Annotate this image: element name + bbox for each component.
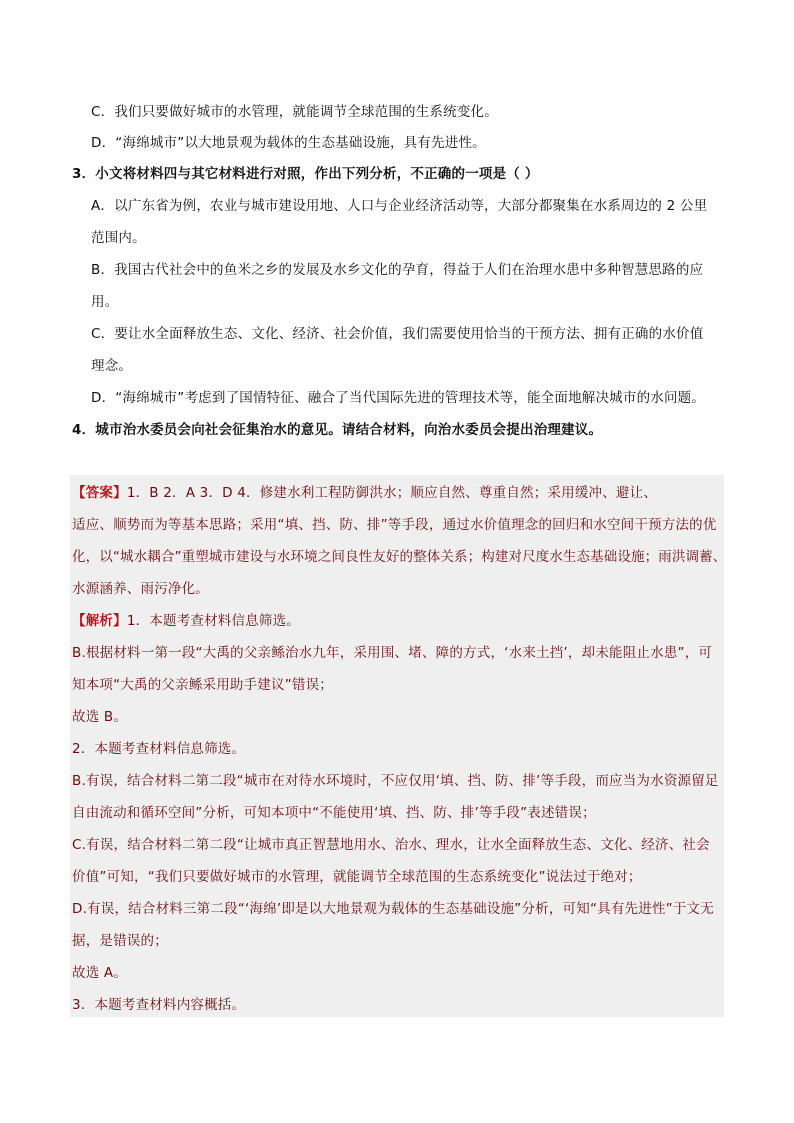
analysis-line-8: C.有误，结合材料二第二段“让城市真正智慧地用水、治水、理水，让水全面释放生态、文化、经济、社会 — [72, 837, 710, 853]
analysis-text: 1．本题考查材料信息筛选。 — [126, 613, 301, 629]
answer-line-4: 水源涵养、雨污净化。 — [72, 581, 209, 597]
q2-option-d: D．“海绵城市”以大地景观为载体的生态基础设施，具有先进性。 — [91, 135, 486, 151]
analysis-line-9: 价值”可知，“我们只要做好城市的水管理，就能调节全球范围的生态系统变化”说法过于绝对； — [72, 869, 642, 885]
q2-option-c: C．我们只要做好城市的水管理，就能调节全球范围的生系统变化。 — [91, 104, 498, 120]
analysis-line-11: 据，是错误的； — [72, 933, 168, 949]
analysis-line-3: 知本项“大禹的父亲鲧采用助手建议”错误； — [72, 677, 333, 693]
q3-stem: 3．小文将材料四与其它材料进行对照，作出下列分析，不正确的一项是（ ） — [72, 166, 539, 182]
analysis-line-12: 故选 A。 — [72, 965, 128, 981]
analysis-line-4: 故选 B。 — [72, 709, 128, 725]
analysis-line-10: D.有误，结合材料三第二段“‘海绵’即是以大地景观为载体的生态基础设施”分析，可知“具有先进性”于文无 — [72, 901, 714, 917]
analysis-line-7: 自由流动和循环空间”分析，可知本项中“不能使用‘填、挡、防、排’等手段”表述错误； — [72, 805, 596, 821]
q3-option-b-cont: 用。 — [91, 294, 119, 310]
q3-option-c-cont: 理念。 — [91, 358, 133, 374]
q4-stem: 4．城市治水委员会向社会征集治水的意见。请结合材料，向治水委员会提出治理建议。 — [72, 422, 603, 438]
analysis-line-6: B.有误，结合材料二第二段“城市在对待水环境时，不应仅用‘填、挡、防、排’等手段，而应当为水资源留足 — [72, 773, 719, 789]
q3-option-a: A．以广东省为例，农业与城市建设用地、人口与企业经济活动等，大部分都聚集在水系周边的 2 公里 — [91, 198, 708, 214]
q3-option-d: D．“海绵城市”考虑到了国情特征、融合了当代国际先进的管理技术等，能全面地解决城市的水问题。 — [91, 390, 706, 406]
q3-option-b: B．我国古代社会中的鱼米之乡的发展及水乡文化的孕育，得益于人们在治理水患中多种智慧思路的应 — [91, 262, 704, 278]
analysis-line-13: 3．本题考查材料内容概括。 — [72, 997, 246, 1013]
analysis-line-5: 2．本题考查材料信息筛选。 — [72, 741, 246, 757]
answer-text: 1．B 2．A 3．D 4．修建水利工程防御洪水；顺应自然、尊重自然；采用缓冲、避让、 — [126, 485, 658, 501]
answer-line-1 — [72, 483, 657, 503]
q3-option-a-cont: 范围内。 — [91, 230, 146, 246]
analysis-line-1 — [72, 611, 300, 631]
analysis-line-2: B.根据材料一第一段“大禹的父亲鲧治水九年，采用围、堵、障的方式，‘水来土挡’，却未能阻止水患”，可 — [72, 645, 713, 661]
analysis-tag: 【解析】 — [72, 613, 127, 629]
answer-line-2: 适应、顺势而为等基本思路；采用“填、挡、防、排”等手段，通过水价值理念的回归和水空间干预方法的优 — [72, 517, 717, 533]
answer-tag: 【答案】 — [72, 485, 127, 501]
answer-line-3: 化，以“城水耦合”重塑城市建设与水环境之间良性友好的整体关系；构建对尺度水生态基础设施；雨洪调蓄、 — [72, 549, 727, 565]
q3-option-c: C．要让水全面释放生态、文化、经济、社会价值，我们需要使用恰当的干预方法、拥有正确的水价值 — [91, 326, 704, 342]
